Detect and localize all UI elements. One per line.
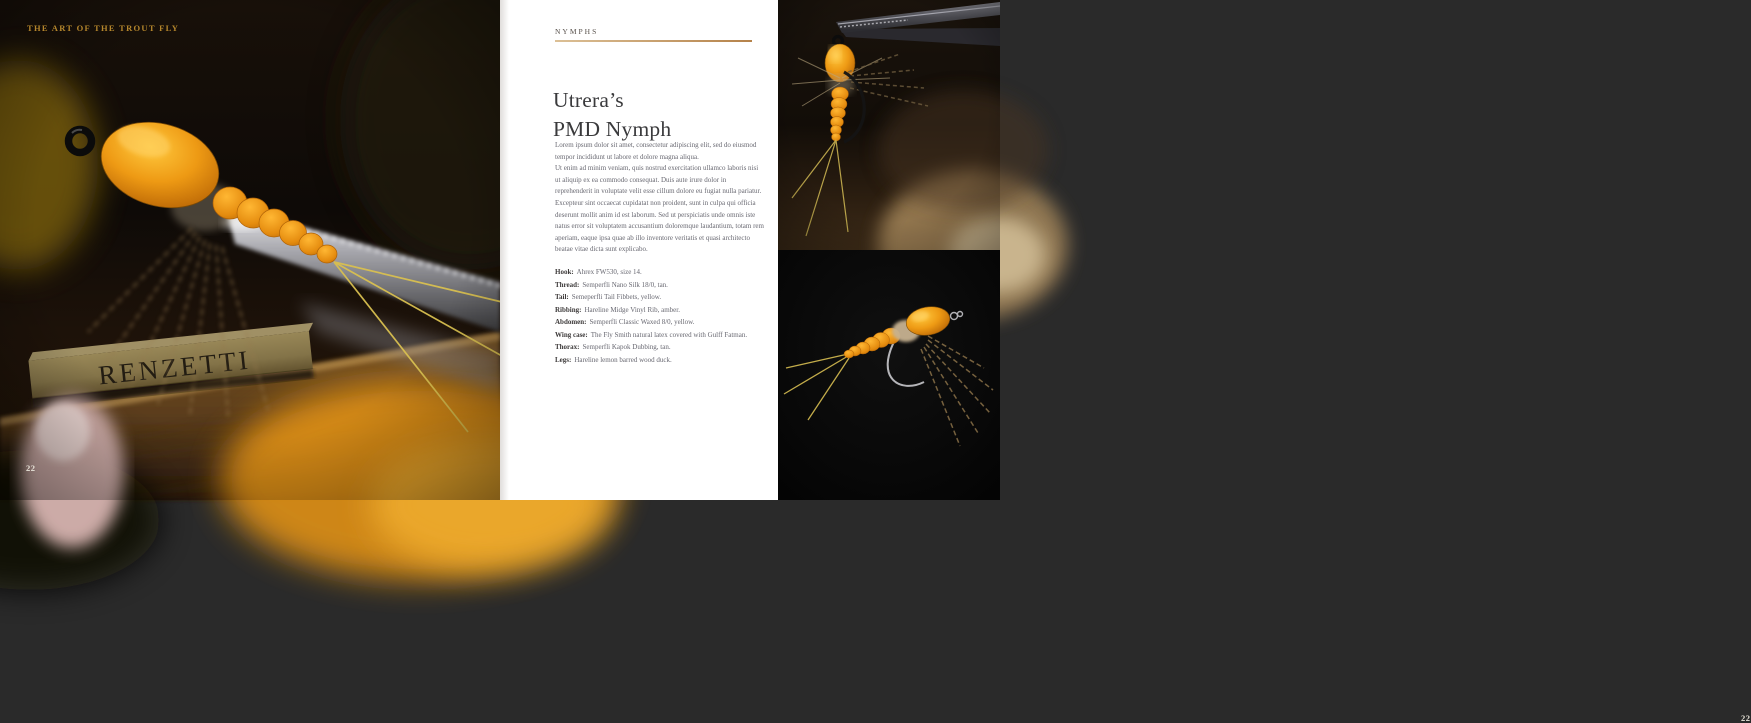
material-row: Tail: Semeperfli Tail Fibbets, yellow. xyxy=(555,293,662,302)
photo-nymph-hanging xyxy=(778,0,1000,250)
materials-list xyxy=(555,266,785,366)
material-row: Hook: Ahrex FW530, size 14. xyxy=(555,268,642,276)
material-row: Abdomen: Semperfli Classic Waxed 8/0, yellow. xyxy=(555,318,695,327)
spine-shadow xyxy=(500,0,509,500)
article-title xyxy=(553,86,671,144)
kicker-rule xyxy=(555,40,752,42)
hanging-fly-illustration xyxy=(778,0,1000,250)
section-kicker: NYMPHS xyxy=(555,27,599,36)
photo-nymph-studio xyxy=(778,250,1751,723)
body-paragraph: Lorem ipsum dolor sit amet, consectetur adipiscing elit, sed do eiusmod tempor incididunt ut labore et dolore magna aliqua. xyxy=(555,141,757,161)
material-row: Thorax: Semperfli Kapok Dubbing, tan. xyxy=(555,343,671,352)
material-row: Legs: Hareline lemon barred wood duck. xyxy=(555,355,672,364)
studio-fly-illustration xyxy=(778,250,1000,500)
title-line-1: Utrera’s xyxy=(553,88,624,112)
body-copy xyxy=(555,140,764,256)
material-row: Ribbing: Hareline Midge Vinyl Rib, amber. xyxy=(555,305,680,314)
vise-photo-illustration xyxy=(0,0,500,500)
running-header-left: THE ART OF THE TROUT FLY xyxy=(27,23,180,33)
page-number-left: 22 xyxy=(26,463,36,473)
material-row: Thread: Semperfli Nano Silk 18/0, tan. xyxy=(555,280,668,289)
title-line-2: PMD Nymph xyxy=(553,117,672,141)
body-paragraph: Ut enim ad minim veniam, quis nostrud exercitation ullamco laboris nisi ut aliquip ex ea commodo consequat. Duis aute irure dolor in reprehenderit in voluptate velit esse cillum dolore eu fugiat nulla pariatur. Excepteur sint occaecat cupidatat non proident, sunt in culpa qui officia deserunt mollit anim id est laborum. Sed ut perspiciatis unde omnis iste natus error sit voluptatem accusantium doloremque laudantium, totam rem aperiam, eaque ipsa quae ab illo inventore veritatis et quasi architecto beatae vitae dicta sunt explicabo. xyxy=(555,164,764,254)
left-page-photo xyxy=(0,0,500,500)
material-row: Wing case: The Fly Smith natural latex covered with Gulff Fatman. xyxy=(555,330,748,339)
page-number-right: 22 xyxy=(1741,713,1751,723)
